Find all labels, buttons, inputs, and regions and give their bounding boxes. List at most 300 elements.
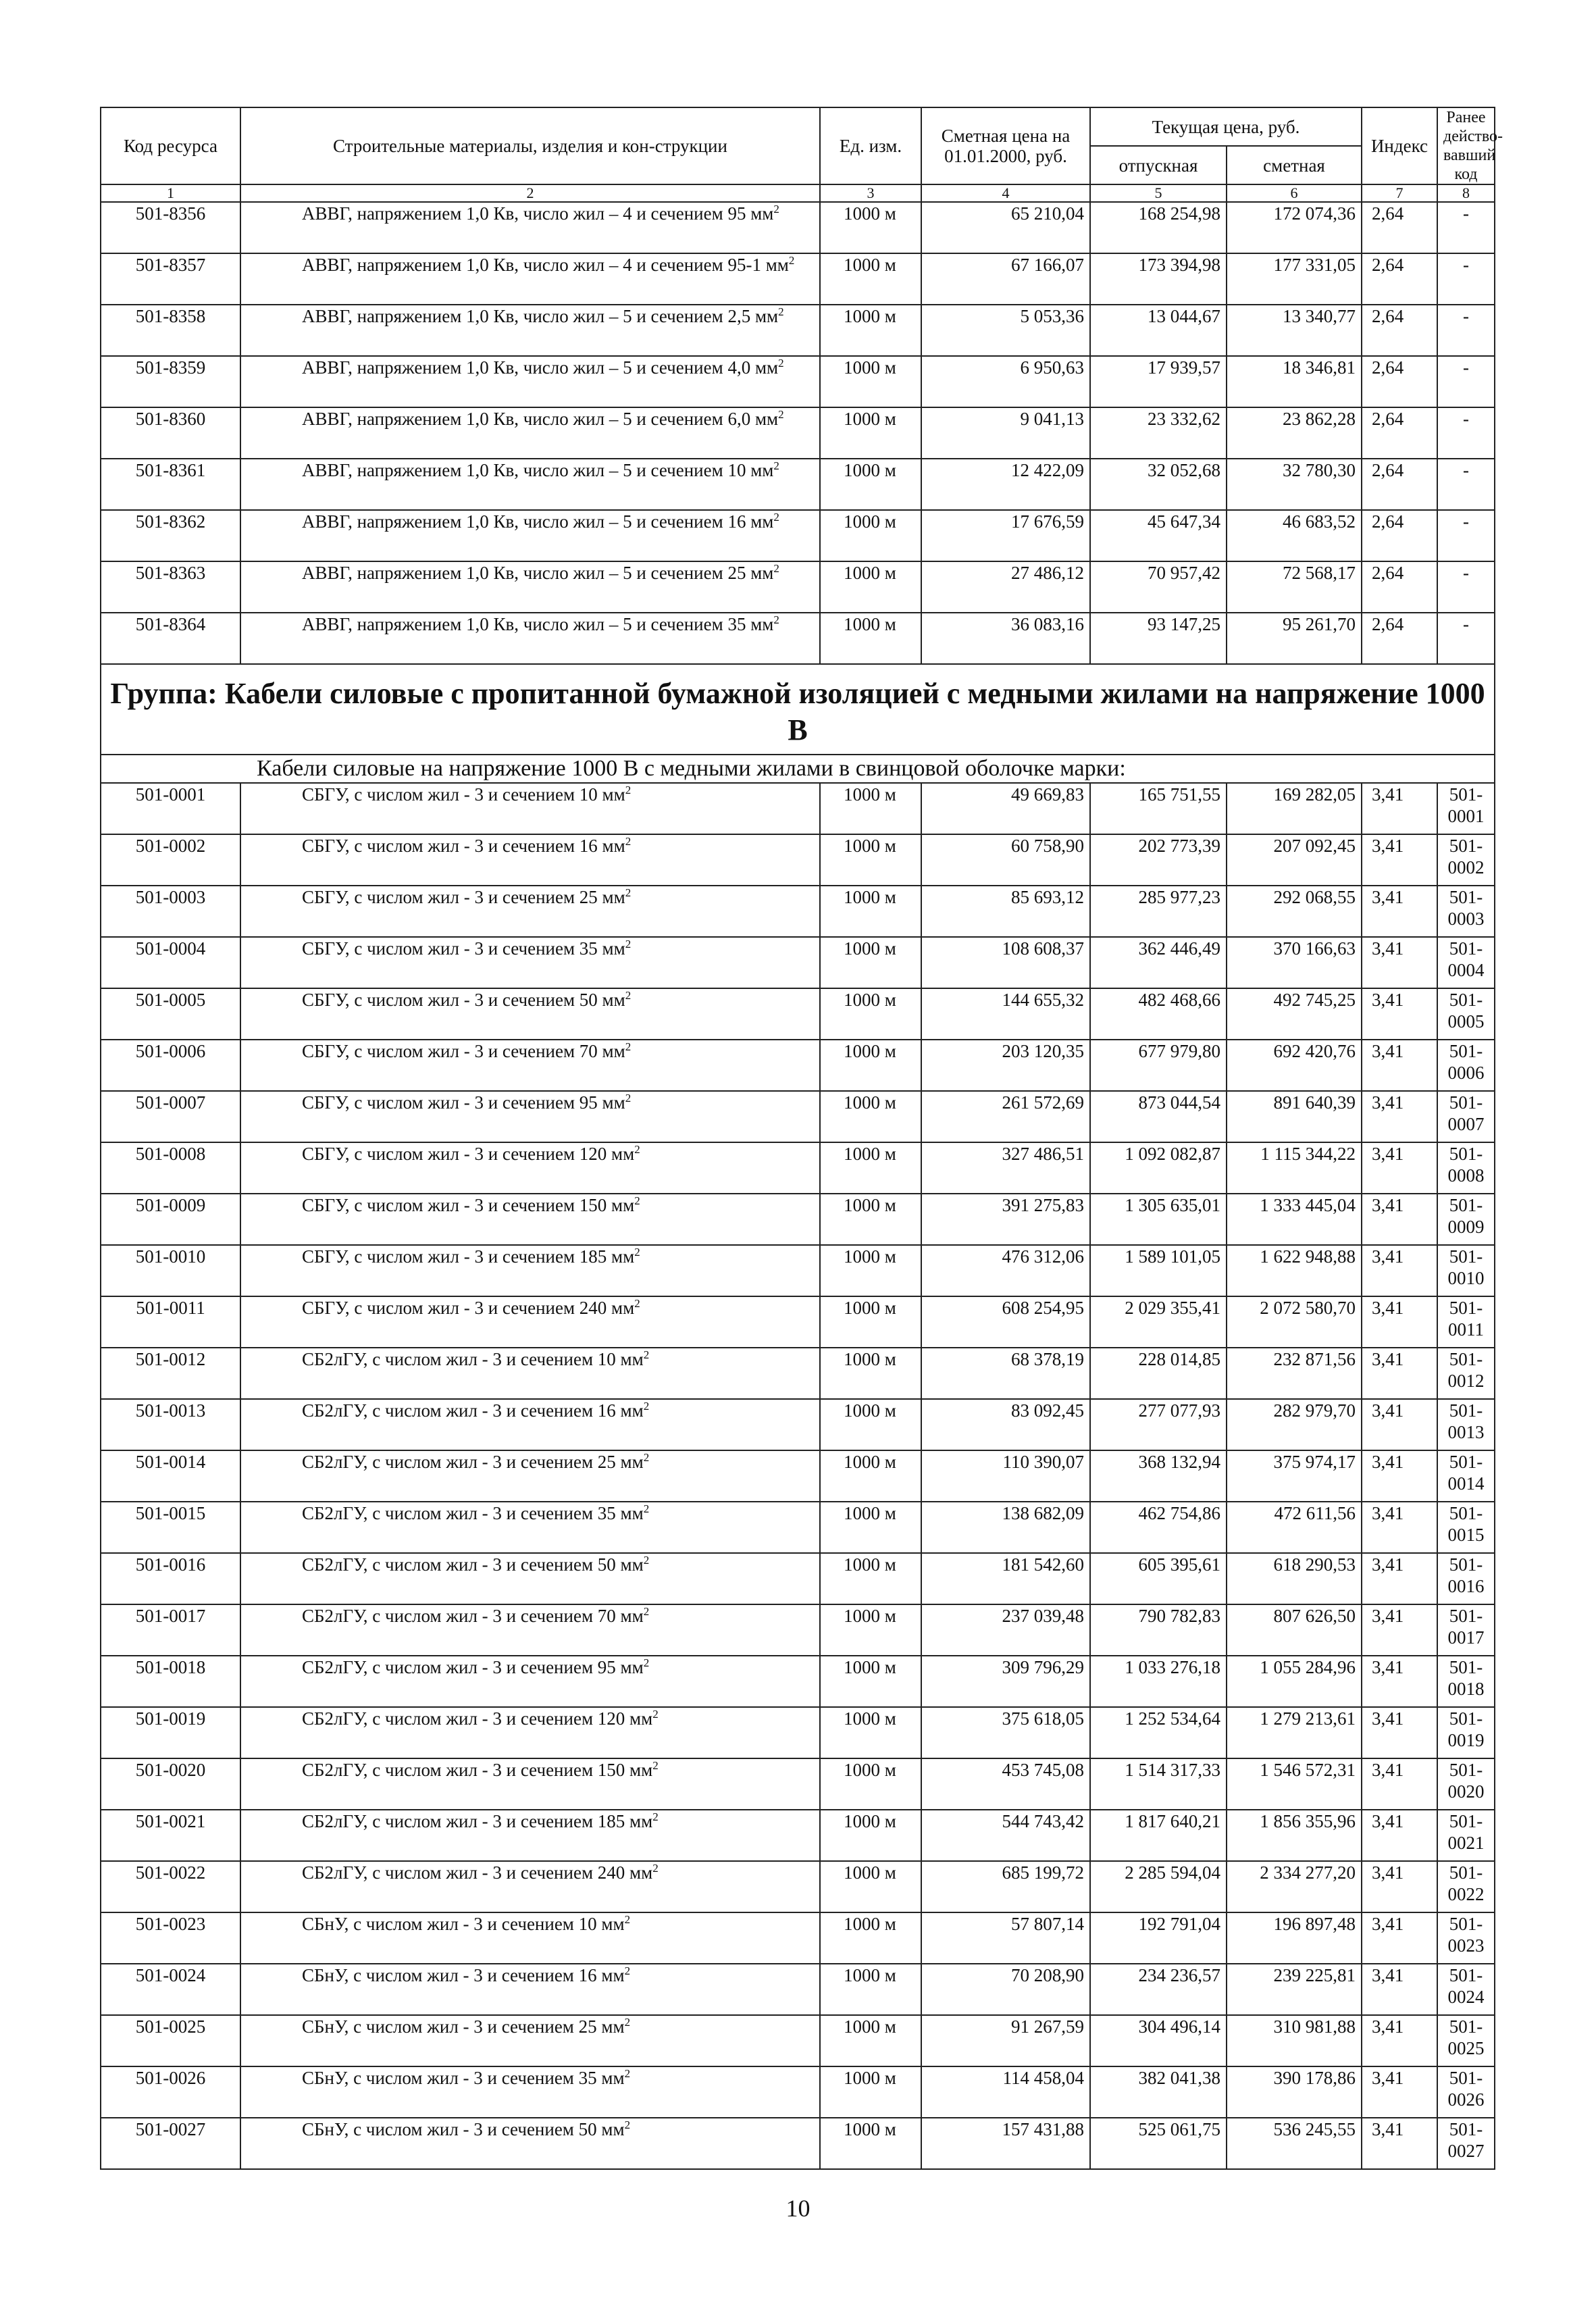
unit-cell (820, 988, 921, 1040)
index-cell-text: 3,41 (1372, 1965, 1404, 1985)
base-price-cell (921, 2118, 1090, 2169)
previous-code-cell-text: 501-0008 (1447, 1144, 1485, 1186)
estimate-price-cell-text: 1 546 572,31 (1260, 1760, 1356, 1780)
unit-cell-text: 1000 м (844, 1657, 896, 1677)
area-unit-superscript: 2 (643, 1605, 650, 1618)
table-row (101, 253, 1495, 305)
estimate-price-cell (1227, 1142, 1362, 1194)
index-cell-text: 3,41 (1372, 1400, 1404, 1421)
index-cell-text: 2,64 (1372, 409, 1404, 429)
table-row (101, 834, 1495, 886)
wholesale-price-cell (1090, 253, 1227, 305)
previous-code-cell-text: 501-0004 (1447, 938, 1485, 980)
material-name-cell (240, 2015, 820, 2066)
index-cell-text: 3,41 (1372, 2068, 1404, 2088)
index-cell (1362, 1861, 1437, 1912)
base-price-cell (921, 1912, 1090, 1964)
index-cell (1362, 1912, 1437, 1964)
unit-cell-text: 1000 м (844, 1554, 896, 1575)
estimate-price-cell (1227, 253, 1362, 305)
previous-code-cell (1437, 1040, 1495, 1091)
material-name-cell-text: СБ2лГУ, с числом жил - 3 и сечением 50 мм (302, 1554, 644, 1575)
base-price-cell (921, 459, 1090, 510)
material-name-cell-text: АВВГ, напряжением 1,0 Кв, число жил – 5 и сечением 35 мм (302, 614, 774, 634)
wholesale-price-cell-text: 2 285 594,04 (1125, 1862, 1220, 1883)
unit-cell (820, 1656, 921, 1707)
resource-code-cell (101, 1399, 240, 1450)
resource-code-cell-text: 501-8361 (135, 460, 206, 480)
previous-code-cell-text: - (1463, 357, 1469, 378)
table-row (101, 1964, 1495, 2015)
group-section (101, 664, 1495, 783)
base-price-cell-text: 476 312,06 (1002, 1246, 1084, 1267)
material-name-cell-text: СБнУ, с числом жил - 3 и сечением 50 мм (302, 2119, 625, 2139)
index-cell-text: 3,41 (1372, 1298, 1404, 1318)
previous-code-cell-text: 501-0018 (1447, 1657, 1485, 1699)
resource-code-cell (101, 783, 240, 834)
estimate-price-cell (1227, 1091, 1362, 1142)
unit-cell-text: 1000 м (844, 1246, 896, 1267)
estimate-price-cell-text: 618 290,53 (1273, 1554, 1356, 1575)
estimate-price-cell-text: 1 055 284,96 (1260, 1657, 1356, 1677)
area-unit-superscript: 2 (652, 1708, 659, 1721)
base-price-cell-text: 237 039,48 (1002, 1606, 1084, 1626)
header-index: Индекс (1362, 107, 1437, 184)
base-price-cell-text: 27 486,12 (1011, 563, 1084, 583)
estimate-price-cell (1227, 1964, 1362, 2015)
wholesale-price-cell (1090, 1142, 1227, 1194)
table-row (101, 1091, 1495, 1142)
resource-code-cell (101, 202, 240, 253)
base-price-cell-text: 68 378,19 (1011, 1349, 1084, 1369)
base-price-cell (921, 202, 1090, 253)
wholesale-price-cell-text: 1 305 635,01 (1125, 1195, 1220, 1215)
previous-code-cell-text: 501-0009 (1447, 1195, 1485, 1237)
index-cell (1362, 1964, 1437, 2015)
unit-cell (820, 937, 921, 988)
resource-code-cell-text: 501-0016 (135, 1554, 206, 1575)
wholesale-price-cell-text: 605 395,61 (1138, 1554, 1220, 1575)
estimate-price-cell (1227, 1553, 1362, 1604)
wholesale-price-cell-text: 1 033 276,18 (1125, 1657, 1220, 1677)
estimate-price-cell-text: 292 068,55 (1273, 887, 1356, 907)
wholesale-price-cell (1090, 1502, 1227, 1553)
column-number: 1 (101, 184, 240, 202)
resource-code-cell-text: 501-0003 (135, 887, 206, 907)
wholesale-price-cell-text: 525 061,75 (1138, 2119, 1220, 2139)
previous-code-cell (1437, 1604, 1495, 1656)
base-price-cell-text: 85 693,12 (1011, 887, 1084, 907)
wholesale-price-cell (1090, 613, 1227, 664)
estimate-price-cell-text: 72 568,17 (1283, 563, 1356, 583)
index-cell (1362, 1758, 1437, 1810)
table-row (101, 1399, 1495, 1450)
base-price-cell-text: 544 743,42 (1002, 1811, 1084, 1831)
previous-code-cell (1437, 305, 1495, 356)
resource-code-cell-text: 501-0021 (135, 1811, 206, 1831)
base-price-cell (921, 1142, 1090, 1194)
index-cell-text: 3,41 (1372, 1708, 1404, 1729)
base-price-cell (921, 988, 1090, 1040)
base-price-cell-text: 453 745,08 (1002, 1760, 1084, 1780)
material-name-cell (240, 202, 820, 253)
estimate-price-cell (1227, 2015, 1362, 2066)
wholesale-price-cell-text: 462 754,86 (1138, 1503, 1220, 1523)
material-name-cell (240, 613, 820, 664)
previous-code-cell (1437, 459, 1495, 510)
subgroup-heading-row (101, 755, 1495, 783)
area-unit-superscript: 2 (643, 1348, 650, 1361)
index-cell (1362, 510, 1437, 561)
area-unit-superscript: 2 (773, 613, 779, 626)
header-current-price: Текущая цена, руб. (1090, 107, 1362, 146)
index-cell (1362, 886, 1437, 937)
base-price-cell (921, 1091, 1090, 1142)
base-price-cell (921, 2015, 1090, 2066)
unit-cell (820, 1040, 921, 1091)
column-number: 7 (1362, 184, 1437, 202)
previous-code-cell-text: - (1463, 255, 1469, 275)
index-cell (1362, 1194, 1437, 1245)
unit-cell (820, 1450, 921, 1502)
index-cell (1362, 2118, 1437, 2169)
index-cell (1362, 2066, 1437, 2118)
wholesale-price-cell-text: 285 977,23 (1138, 887, 1220, 907)
index-cell (1362, 834, 1437, 886)
material-name-cell-text: СБнУ, с числом жил - 3 и сечением 25 мм (302, 2016, 625, 2037)
resource-code-cell (101, 1296, 240, 1348)
unit-cell-text: 1000 м (844, 1195, 896, 1215)
wholesale-price-cell-text: 1 514 317,33 (1125, 1760, 1220, 1780)
base-price-cell (921, 305, 1090, 356)
table-row (101, 1912, 1495, 1964)
material-name-cell-text: АВВГ, напряжением 1,0 Кв, число жил – 5 и сечением 2,5 мм (302, 306, 779, 326)
previous-code-cell-text: 501-0007 (1447, 1092, 1485, 1134)
base-price-cell-text: 375 618,05 (1002, 1708, 1084, 1729)
header-unit: Ед. изм. (820, 107, 921, 184)
resource-code-cell (101, 1091, 240, 1142)
index-cell-text: 3,41 (1372, 784, 1404, 805)
previous-code-cell (1437, 1810, 1495, 1861)
index-cell (1362, 2015, 1437, 2066)
index-cell-text: 2,64 (1372, 357, 1404, 378)
base-price-cell (921, 407, 1090, 459)
resource-code-cell-text: 501-0004 (135, 938, 206, 959)
area-unit-superscript: 2 (652, 1759, 659, 1772)
resource-code-cell-text: 501-0008 (135, 1144, 206, 1164)
material-name-cell (240, 1450, 820, 1502)
estimate-price-cell (1227, 510, 1362, 561)
base-price-cell-text: 391 275,83 (1002, 1195, 1084, 1215)
unit-cell-text: 1000 м (844, 460, 896, 480)
wholesale-price-cell-text: 234 236,57 (1138, 1965, 1220, 1985)
wholesale-price-cell (1090, 1861, 1227, 1912)
index-cell (1362, 1604, 1437, 1656)
wholesale-price-cell (1090, 407, 1227, 459)
area-unit-superscript: 2 (788, 254, 795, 267)
previous-code-cell-text: - (1463, 460, 1469, 480)
estimate-price-cell-text: 390 178,86 (1273, 2068, 1356, 2088)
previous-code-cell-text: 501-0005 (1447, 990, 1485, 1032)
resource-code-cell-text: 501-0011 (136, 1298, 205, 1318)
wholesale-price-cell (1090, 356, 1227, 407)
index-cell (1362, 1810, 1437, 1861)
material-name-cell (240, 1810, 820, 1861)
previous-code-cell-text: 501-0023 (1447, 1914, 1485, 1956)
estimate-price-cell (1227, 1296, 1362, 1348)
wholesale-price-cell-text: 1 092 082,87 (1125, 1144, 1220, 1164)
base-price-cell-text: 91 267,59 (1011, 2016, 1084, 2037)
previous-code-cell (1437, 407, 1495, 459)
previous-code-cell (1437, 1758, 1495, 1810)
previous-code-cell (1437, 1450, 1495, 1502)
base-price-cell-text: 108 608,37 (1002, 938, 1084, 959)
area-unit-superscript: 2 (643, 1400, 650, 1413)
material-name-cell (240, 1245, 820, 1296)
estimate-price-cell (1227, 1912, 1362, 1964)
table-row (101, 305, 1495, 356)
resource-code-cell-text: 501-8358 (135, 306, 206, 326)
wholesale-price-cell (1090, 1245, 1227, 1296)
area-unit-superscript: 2 (643, 1451, 650, 1464)
index-cell-text: 3,41 (1372, 1092, 1404, 1113)
material-name-cell (240, 510, 820, 561)
base-price-cell (921, 1964, 1090, 2015)
previous-code-cell (1437, 1502, 1495, 1553)
material-name-cell (240, 1964, 820, 2015)
index-cell (1362, 988, 1437, 1040)
resource-code-cell (101, 1142, 240, 1194)
area-unit-superscript: 2 (625, 1092, 632, 1104)
material-name-cell-text: АВВГ, напряжением 1,0 Кв, число жил – 4 и сечением 95-1 мм (302, 255, 789, 275)
estimate-price-cell-text: 310 981,88 (1273, 2016, 1356, 2037)
material-name-cell-text: СБ2лГУ, с числом жил - 3 и сечением 35 мм (302, 1503, 644, 1523)
area-unit-superscript: 2 (624, 1913, 631, 1926)
base-price-cell-text: 181 542,60 (1002, 1554, 1084, 1575)
estimate-price-cell (1227, 988, 1362, 1040)
previous-code-cell (1437, 2066, 1495, 2118)
unit-cell-text: 1000 м (844, 563, 896, 583)
previous-code-cell-text: 501-0013 (1447, 1400, 1485, 1442)
area-unit-superscript: 2 (624, 2067, 631, 2080)
index-cell (1362, 1040, 1437, 1091)
index-cell (1362, 202, 1437, 253)
index-cell-text: 3,41 (1372, 1606, 1404, 1626)
estimate-price-cell-text: 807 626,50 (1273, 1606, 1356, 1626)
material-name-cell (240, 1707, 820, 1758)
wholesale-price-cell (1090, 202, 1227, 253)
unit-cell-text: 1000 м (844, 357, 896, 378)
wholesale-price-cell (1090, 1810, 1227, 1861)
resource-code-cell-text: 501-8364 (135, 614, 206, 634)
base-price-cell-text: 17 676,59 (1011, 511, 1084, 532)
unit-cell-text: 1000 м (844, 255, 896, 275)
resource-code-cell (101, 1348, 240, 1399)
index-cell-text: 3,41 (1372, 1657, 1404, 1677)
previous-code-cell (1437, 886, 1495, 937)
unit-cell-text: 1000 м (844, 887, 896, 907)
index-cell-text: 3,41 (1372, 1144, 1404, 1164)
unit-cell-text: 1000 м (844, 1760, 896, 1780)
index-cell-text: 3,41 (1372, 1811, 1404, 1831)
wholesale-price-cell-text: 382 041,38 (1138, 2068, 1220, 2088)
wholesale-price-cell (1090, 1194, 1227, 1245)
base-price-cell (921, 1810, 1090, 1861)
estimate-price-cell (1227, 1758, 1362, 1810)
previous-code-cell-text: 501-0015 (1447, 1503, 1485, 1545)
base-price-cell (921, 1194, 1090, 1245)
estimate-price-cell-text: 370 166,63 (1273, 938, 1356, 959)
material-name-cell-text: СБГУ, с числом жил - 3 и сечением 16 мм (302, 836, 625, 856)
header-code: Код ресурса (101, 107, 240, 184)
index-cell (1362, 1399, 1437, 1450)
material-name-cell-text: СБ2лГУ, с числом жил - 3 и сечением 185 мм (302, 1811, 653, 1831)
wholesale-price-cell (1090, 1040, 1227, 1091)
estimate-price-cell (1227, 886, 1362, 937)
material-name-cell-text: СБ2лГУ, с числом жил - 3 и сечением 10 мм (302, 1349, 644, 1369)
index-cell (1362, 613, 1437, 664)
wholesale-price-cell-text: 277 077,93 (1138, 1400, 1220, 1421)
material-name-cell (240, 253, 820, 305)
resource-code-cell (101, 1707, 240, 1758)
resource-code-cell (101, 561, 240, 613)
table-header-row (101, 107, 1495, 146)
wholesale-price-cell (1090, 1348, 1227, 1399)
unit-cell (820, 2118, 921, 2169)
unit-cell (820, 305, 921, 356)
resource-code-cell-text: 501-0023 (135, 1914, 206, 1934)
base-price-cell (921, 356, 1090, 407)
wholesale-price-cell (1090, 886, 1227, 937)
previous-code-cell (1437, 1296, 1495, 1348)
estimate-price-cell (1227, 834, 1362, 886)
wholesale-price-cell-text: 32 052,68 (1148, 460, 1220, 480)
material-name-cell (240, 305, 820, 356)
area-unit-superscript: 2 (643, 1502, 650, 1515)
material-name-cell (240, 459, 820, 510)
base-price-cell (921, 2066, 1090, 2118)
previous-code-cell (1437, 613, 1495, 664)
table-row (101, 2015, 1495, 2066)
index-cell (1362, 937, 1437, 988)
material-name-cell (240, 356, 820, 407)
base-price-cell (921, 937, 1090, 988)
unit-cell-text: 1000 м (844, 1606, 896, 1626)
material-name-cell (240, 2118, 820, 2169)
index-cell (1362, 1656, 1437, 1707)
estimate-price-cell-text: 95 261,70 (1283, 614, 1356, 634)
wholesale-price-cell (1090, 2066, 1227, 2118)
material-name-cell-text: СБ2лГУ, с числом жил - 3 и сечением 25 мм (302, 1452, 644, 1472)
index-cell (1362, 1296, 1437, 1348)
index-cell-text: 3,41 (1372, 1349, 1404, 1369)
column-number: 2 (240, 184, 820, 202)
material-name-cell-text: СБГУ, с числом жил - 3 и сечением 10 мм (302, 784, 625, 805)
material-name-cell (240, 886, 820, 937)
previous-code-cell-text: - (1463, 409, 1469, 429)
resource-code-cell (101, 988, 240, 1040)
base-price-cell-text: 57 807,14 (1011, 1914, 1084, 1934)
table-row (101, 1040, 1495, 1091)
base-price-cell (921, 886, 1090, 937)
index-cell-text: 2,64 (1372, 563, 1404, 583)
area-unit-superscript: 2 (652, 1810, 659, 1823)
base-price-cell (921, 1553, 1090, 1604)
index-cell (1362, 356, 1437, 407)
resource-code-cell-text: 501-8360 (135, 409, 206, 429)
area-unit-superscript: 2 (643, 1656, 650, 1669)
previous-code-cell (1437, 1399, 1495, 1450)
wholesale-price-cell (1090, 1091, 1227, 1142)
material-name-cell (240, 834, 820, 886)
resource-code-cell (101, 1861, 240, 1912)
estimate-price-cell-text: 18 346,81 (1283, 357, 1356, 378)
base-price-cell-text: 203 120,35 (1002, 1041, 1084, 1061)
estimate-price-cell-text: 13 340,77 (1283, 306, 1356, 326)
previous-code-cell-text: 501-0011 (1448, 1298, 1484, 1340)
base-price-cell (921, 1348, 1090, 1399)
table-row (101, 1348, 1495, 1399)
index-cell (1362, 1553, 1437, 1604)
table-row (101, 561, 1495, 613)
wholesale-price-cell (1090, 1604, 1227, 1656)
header-prev-code: Ранее действо-вавший код (1437, 107, 1495, 184)
unit-cell-text: 1000 м (844, 1144, 896, 1164)
wholesale-price-cell-text: 368 132,94 (1138, 1452, 1220, 1472)
unit-cell (820, 1502, 921, 1553)
wholesale-price-cell-text: 173 394,98 (1138, 255, 1220, 275)
table-row (101, 937, 1495, 988)
previous-code-cell-text: 501-0002 (1447, 836, 1485, 878)
unit-cell (820, 510, 921, 561)
estimate-price-cell-text: 32 780,30 (1283, 460, 1356, 480)
resource-code-cell-text: 501-0007 (135, 1092, 206, 1113)
base-price-cell (921, 1707, 1090, 1758)
material-name-cell (240, 937, 820, 988)
estimate-price-cell-text: 1 622 948,88 (1260, 1246, 1356, 1267)
table-row (101, 510, 1495, 561)
area-unit-superscript: 2 (773, 511, 779, 524)
resource-code-cell-text: 501-0010 (135, 1246, 206, 1267)
price-table-sheet (100, 107, 1503, 2170)
resource-code-cell-text: 501-0005 (135, 990, 206, 1010)
unit-cell (820, 561, 921, 613)
column-number: 3 (820, 184, 921, 202)
unit-cell-text: 1000 м (844, 990, 896, 1010)
index-cell-text: 3,41 (1372, 1554, 1404, 1575)
material-name-cell-text: СБнУ, с числом жил - 3 и сечением 16 мм (302, 1965, 625, 1985)
wholesale-price-cell (1090, 305, 1227, 356)
table-row (101, 1758, 1495, 1810)
unit-cell (820, 202, 921, 253)
unit-cell (820, 356, 921, 407)
base-price-cell-text: 60 758,90 (1011, 836, 1084, 856)
unit-cell-text: 1000 м (844, 2016, 896, 2037)
wholesale-price-cell (1090, 1912, 1227, 1964)
unit-cell (820, 1707, 921, 1758)
wholesale-price-cell-text: 873 044,54 (1138, 1092, 1220, 1113)
previous-code-cell (1437, 561, 1495, 613)
index-cell-text: 2,64 (1372, 614, 1404, 634)
previous-code-cell-text: 501-0014 (1447, 1452, 1485, 1494)
previous-code-cell (1437, 510, 1495, 561)
resource-code-cell (101, 2015, 240, 2066)
unit-cell (820, 834, 921, 886)
material-name-cell-text: АВВГ, напряжением 1,0 Кв, число жил – 5 и сечением 10 мм (302, 460, 774, 480)
index-cell-text: 3,41 (1372, 1760, 1404, 1780)
index-cell (1362, 1707, 1437, 1758)
index-cell-text: 2,64 (1372, 255, 1404, 275)
